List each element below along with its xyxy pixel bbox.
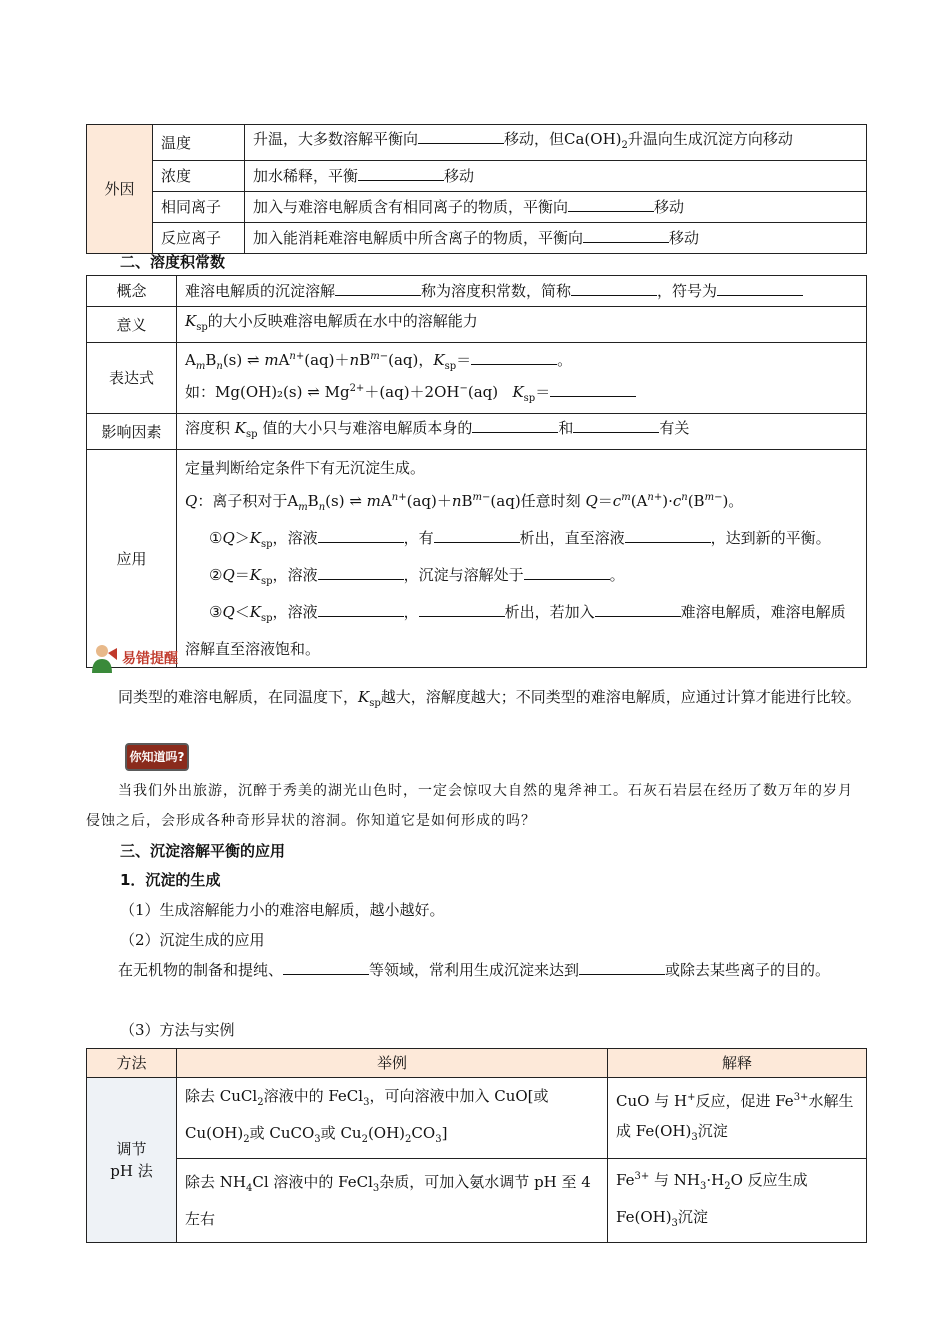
table-row xyxy=(87,1159,867,1243)
meaning-label: 意义 xyxy=(87,307,177,343)
concept-cell: 难溶电解质的沉淀溶解 称为溶度积常数，简称 ，符号为 xyxy=(177,276,867,307)
table-row xyxy=(87,223,867,254)
effect-cell: 升温，大多数溶解平衡向 移动，但$Ca(OH)_2$升温向生成沉淀方向移动 xyxy=(245,125,867,161)
explanation-cell: $Fe^{3+}$ 与 $NH_3\cdot H_2O$ 反应生成 $Fe(OH)_3$沉淀 xyxy=(608,1159,867,1243)
list-item: （1）生成溶解能力小的难溶电解质，越小越好。 xyxy=(120,901,445,919)
explanation-cell: CuO 与 H+反应，促进 $Fe^{3+}$水解生成 $Fe(OH)_3$沉淀 xyxy=(608,1078,867,1159)
methods-table xyxy=(86,1048,867,1243)
table-row xyxy=(87,125,867,161)
warning-badge xyxy=(88,641,178,675)
factor-cell: 相同离子 xyxy=(153,192,245,223)
list-item: （2）沉淀生成的应用 xyxy=(120,931,265,949)
column-header: 解释 xyxy=(608,1049,867,1078)
influence-label: 影响因素 xyxy=(87,414,177,450)
table-row xyxy=(87,414,867,450)
did-you-know-badge: 你知道吗? xyxy=(125,743,189,771)
effect-cell: 加入能消耗难溶电解质中所含离子的物质，平衡向 移动 xyxy=(245,223,867,254)
subheading-precipitation: 1．沉淀的生成 xyxy=(120,871,221,889)
list-item: （3）方法与实例 xyxy=(120,1021,235,1039)
table-row xyxy=(87,276,867,307)
effect-cell: 加入与难溶电解质含有相同离子的物质，平衡向 移动 xyxy=(245,192,867,223)
influence-cell: 溶度积 $K_{sp}$ 值的大小只与难溶电解质本身的 和 有关 xyxy=(177,414,867,450)
effect-cell: 加水稀释，平衡 移动 xyxy=(245,161,867,192)
table-row xyxy=(87,161,867,192)
table-header-row xyxy=(87,1049,867,1078)
section-heading-ksp: 二、溶度积常数 xyxy=(120,253,226,271)
example-cell: 除去 $NH_4Cl$ 溶液中的 FeCl$_3$杂质，可加入氨水调节 pH 至 4 左右 xyxy=(177,1159,608,1243)
meaning-cell: $K_{sp}$的大小反映难溶电解质在水中的溶解能力 xyxy=(177,307,867,343)
table-row xyxy=(87,450,867,668)
column-header: 方法 xyxy=(87,1049,177,1078)
expression-label: 表达式 xyxy=(87,343,177,414)
application-label: 应用 xyxy=(87,450,177,668)
application-paragraph: 在无机物的制备和提纯、 等领域，常利用生成沉淀来达到 或除去某些离子的目的。 xyxy=(118,961,831,979)
expression-cell: $A_mB_n(s)$ ⇌ $mA^{n+}(aq)+nB^{m-}(aq)$，$K_{sp}=$ 。 如：Mg(OH)₂(s) ⇌ $Mg^{2+}+(aq)+2OH^-(aq)$ $K_{sp}=$ xyxy=(177,343,867,414)
group-label: 外因 xyxy=(87,125,153,254)
warning-badge-label: 易错提醒 xyxy=(122,651,178,667)
warning-text: 同类型的难溶电解质，在同温度下，$K_{sp}$越大，溶解度越大；不同类型的难溶电解质，应通过计算才能进行比较。 xyxy=(118,688,861,709)
did-you-know-text: 当我们外出旅游，沉醉于秀美的湖光山色时，一定会惊叹大自然的鬼斧神工。石灰石岩层在经历了数万年的岁月侵蚀之后，会形成各种奇形异状的溶洞。你知道它是如何形成的吗？ xyxy=(86,783,853,829)
section-heading-applications: 三、沉淀溶解平衡的应用 xyxy=(120,842,286,860)
table-row xyxy=(87,192,867,223)
person-megaphone-icon xyxy=(88,643,118,673)
external-factors-table xyxy=(86,124,867,254)
table-row xyxy=(87,307,867,343)
table-row xyxy=(87,343,867,414)
factor-cell: 反应离子 xyxy=(153,223,245,254)
example-cell: 除去 CuCl$_2$溶液中的 FeCl$_3$，可向溶液中加入 CuO[或 $Cu(OH)_2$或 CuCO$_3$或 $Cu_2(OH)_2CO_3$] xyxy=(177,1078,608,1159)
concept-label: 概念 xyxy=(87,276,177,307)
factor-cell: 浓度 xyxy=(153,161,245,192)
table-row xyxy=(87,1078,867,1159)
ksp-table xyxy=(86,275,867,668)
method-cell: 调节 pH 法 xyxy=(87,1078,177,1243)
equilibrium-arrow-icon: ⇌ xyxy=(307,383,320,401)
factor-cell: 温度 xyxy=(153,125,245,161)
equilibrium-arrow-icon: ⇌ xyxy=(246,351,260,369)
application-cell: 定量判断给定条件下有无沉淀生成。 Q：离子积对于$A_mB_n(s)$ ⇌ $mA^{n+}(aq)+nB^{m-}(aq)$任意时刻 $Q=c^m(A^{n+})\cdot c^n(B^{m-})$。 $①Q>K_{sp}$，溶液 ，有 析出，直至溶液 ，达到新的平衡。 $②Q=K_{sp}$，溶液 ，沉淀与溶解处于 。 $③Q<K_{sp}$，溶液 ， 析出，若加入 难溶电解质，难溶电解质溶解直至溶液饱和。 xyxy=(177,450,867,668)
column-header: 举例 xyxy=(177,1049,608,1078)
